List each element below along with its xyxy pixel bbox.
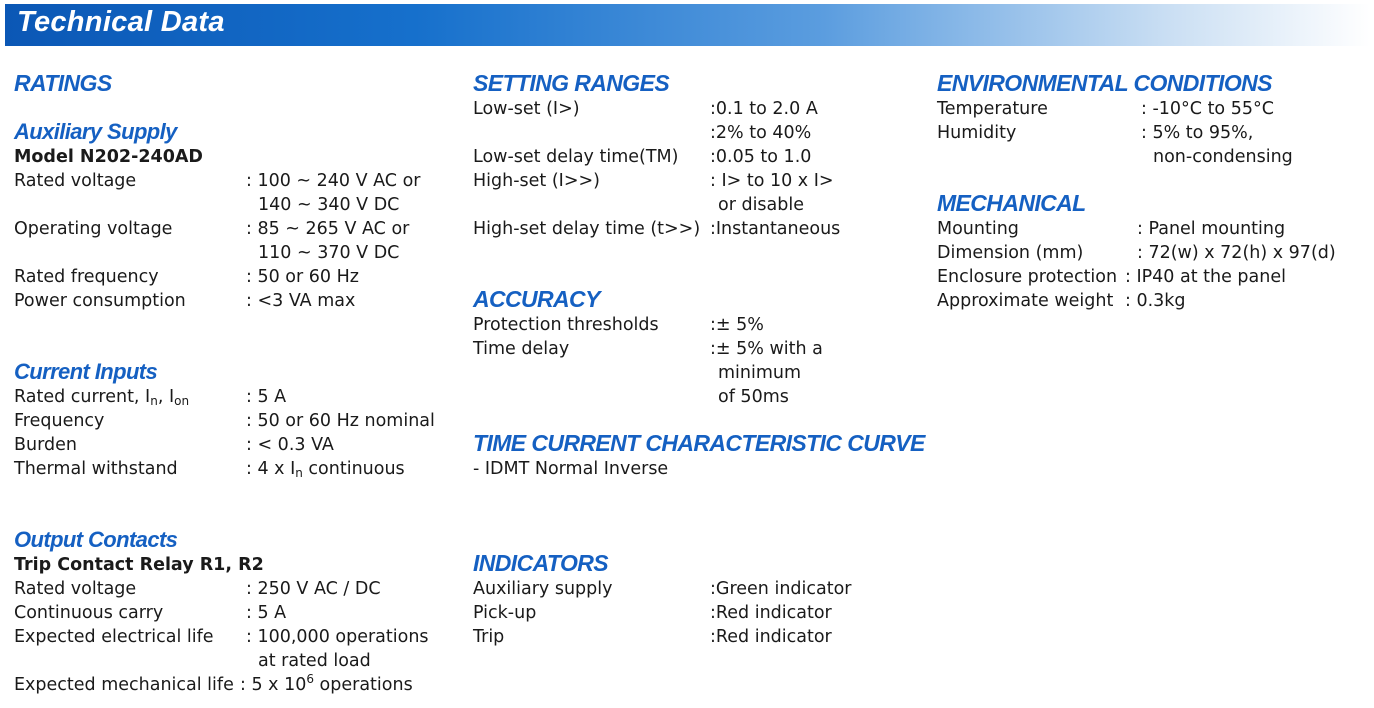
auxiliary-supply-heading: Auxiliary Supply [14, 119, 177, 144]
page-title: Technical Data [17, 6, 225, 38]
mechanical-heading: MECHANICAL [937, 190, 1086, 216]
environmental-heading: ENVIRONMENTAL CONDITIONS [937, 70, 1272, 96]
indicators-heading: INDICATORS [473, 550, 608, 576]
header-banner [5, 4, 1370, 46]
tcc-heading: TIME CURRENT CHARACTERISTIC CURVE [473, 430, 925, 456]
current-inputs-heading: Current Inputs [14, 359, 158, 384]
output-contacts-heading: Output Contacts [14, 527, 178, 552]
setting-ranges-heading: SETTING RANGES [473, 70, 670, 96]
ratings-heading: RATINGS [14, 70, 112, 96]
accuracy-heading: ACCURACY [473, 286, 600, 312]
